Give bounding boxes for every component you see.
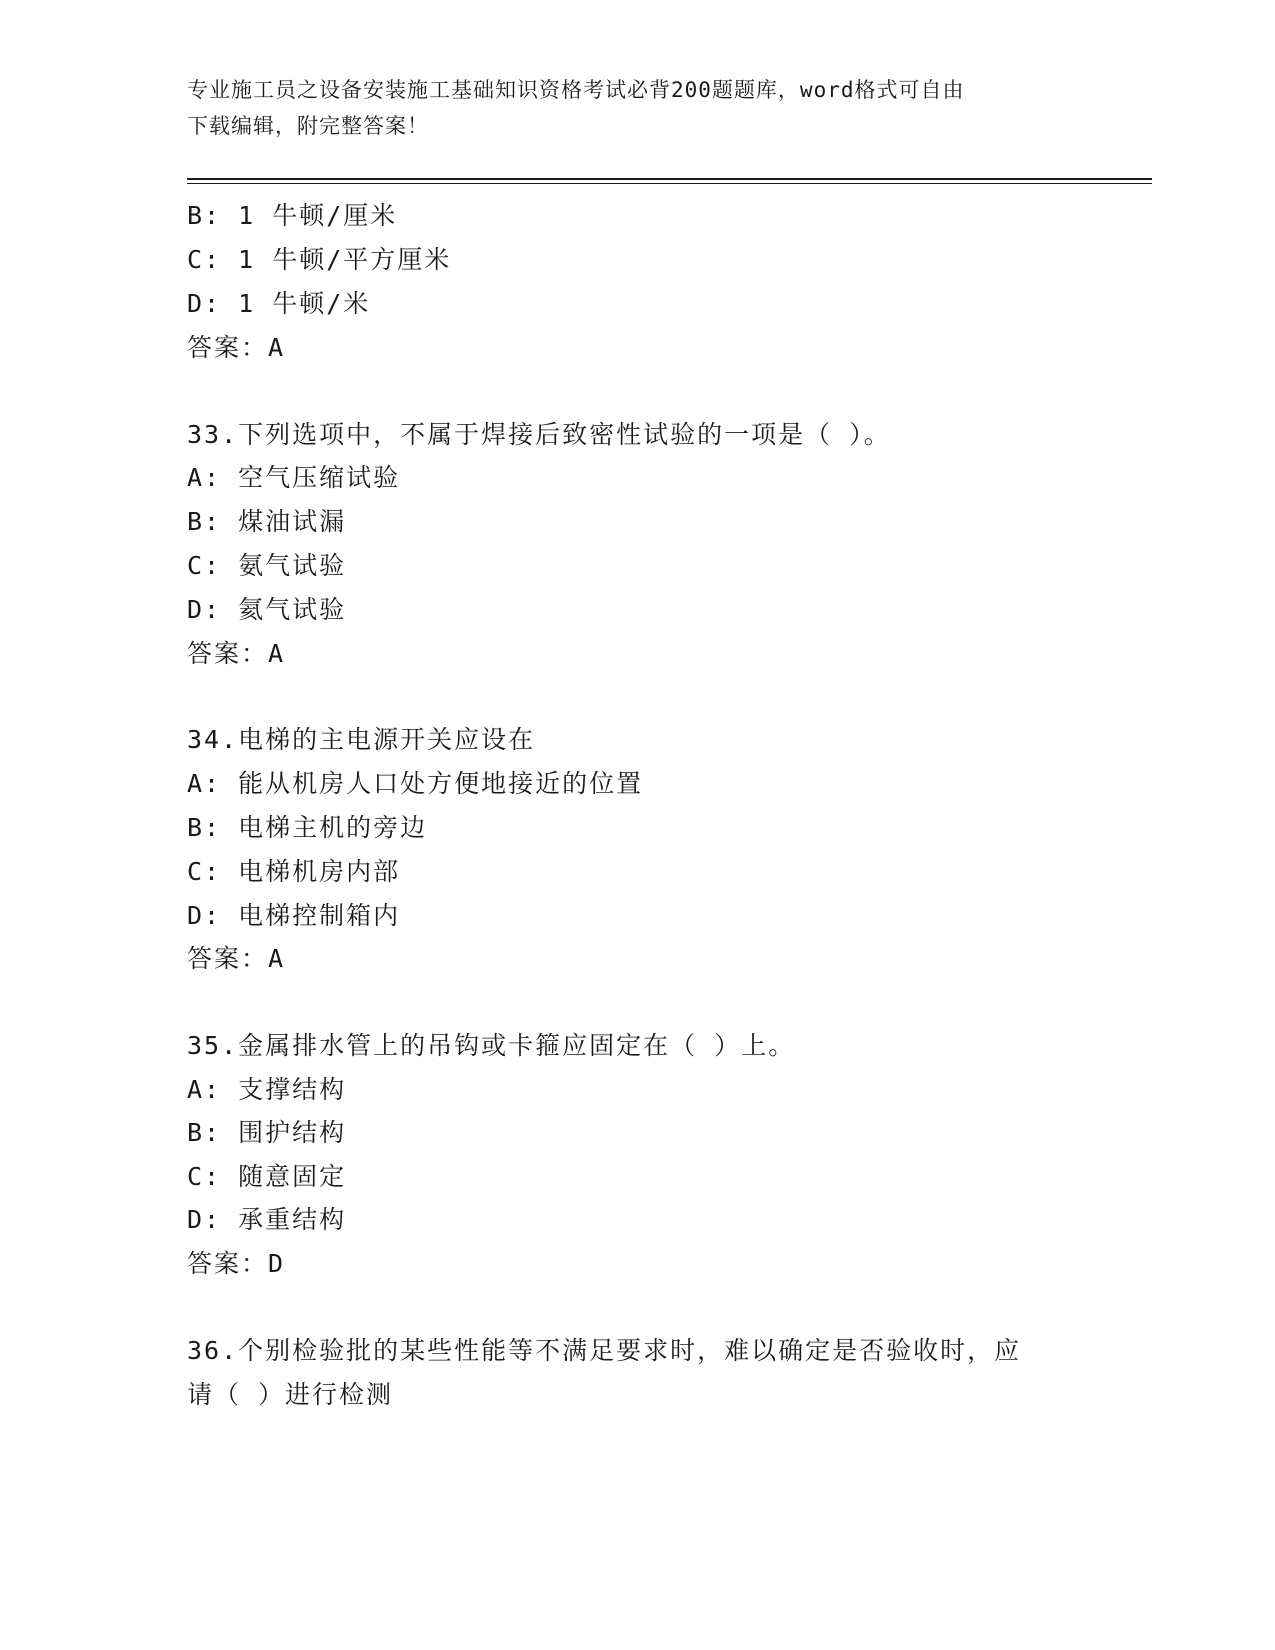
option-a: A: 能从机房人口处方便地接近的位置 <box>187 769 644 798</box>
answer-line <box>187 634 283 674</box>
question-title-continued: 请（ ）进行检测 <box>187 1380 394 1409</box>
option-a: A: 空气压缩试验 <box>187 463 401 492</box>
option-b: B: 1 牛顿/厘米 <box>187 201 398 230</box>
answer-label: 答案： <box>187 1249 269 1278</box>
answer-line <box>187 939 283 979</box>
question-title: 36.个别检验批的某些性能等不满足要求时，难以确定是否验收时，应 <box>187 1336 1022 1365</box>
header-rule-thin <box>187 183 1152 184</box>
option-c: C: 1 牛顿/平方厘米 <box>187 245 452 274</box>
answer-value: A <box>268 639 284 668</box>
header-rule-thick <box>187 178 1152 180</box>
answer-value: D <box>268 1249 284 1278</box>
question-title: 33.下列选项中，不属于焊接后致密性试验的一项是（ ）。 <box>187 420 891 449</box>
answer-value: A <box>268 333 284 362</box>
option-d: D: 电梯控制箱内 <box>187 901 401 930</box>
answer-line <box>187 328 283 368</box>
answer-value: A <box>268 944 284 973</box>
answer-line <box>187 1244 283 1284</box>
question-title: 35.金属排水管上的吊钩或卡箍应固定在（ ）上。 <box>187 1031 796 1060</box>
document-header: 专业施工员之设备安装施工基础知识资格考试必背200题题库，word格式可自由 下载编辑，附完整答案！ <box>187 78 965 138</box>
answer-label: 答案： <box>187 639 269 668</box>
option-b: B: 围护结构 <box>187 1118 347 1147</box>
option-c: C: 电梯机房内部 <box>187 857 401 886</box>
option-d: D: 1 牛顿/米 <box>187 289 371 318</box>
answer-label: 答案： <box>187 944 269 973</box>
option-d: D: 承重结构 <box>187 1205 347 1234</box>
option-d: D: 氦气试验 <box>187 595 347 624</box>
question-title: 34.电梯的主电源开关应设在 <box>187 725 536 754</box>
option-c: C: 随意固定 <box>187 1162 347 1191</box>
option-b: B: 电梯主机的旁边 <box>187 813 428 842</box>
option-c: C: 氨气试验 <box>187 551 347 580</box>
option-b: B: 煤油试漏 <box>187 507 347 536</box>
answer-label: 答案： <box>187 333 269 362</box>
option-a: A: 支撑结构 <box>187 1075 347 1104</box>
